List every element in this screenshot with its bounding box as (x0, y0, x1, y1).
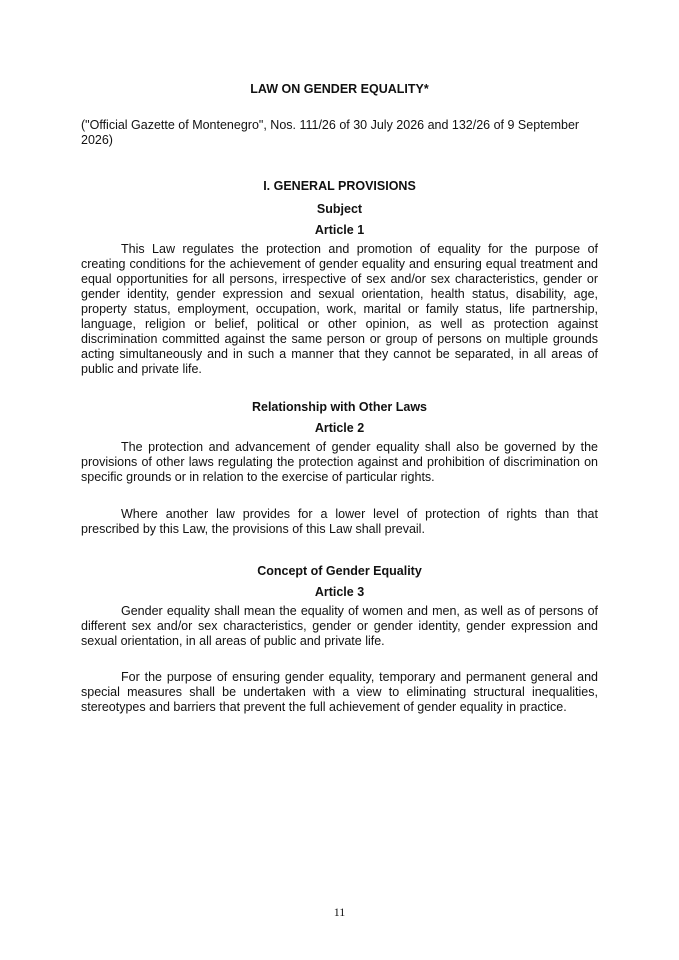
section-heading-relationship: Relationship with Other Laws (251, 400, 428, 414)
gazette-reference: ("Official Gazette of Montenegro", Nos. 111/26 of 30 July 2026 and 132/26 of 9 September 2026) (81, 118, 580, 147)
article-2-paragraph-1: The protection and advancement of gender equality shall also be governed by the provisions of other laws regulating the protection against and prohibition of discrimination on specific grounds or in relation to the exercise of particular rights. (81, 440, 598, 484)
article-2-paragraph-2: Where another law provides for a lower level of protection of rights than that prescribed by this Law, the provisions of this Law shall prevail. (81, 507, 598, 536)
article-number-3: Article 3 (314, 585, 365, 599)
chapter-heading: I. GENERAL PROVISIONS (263, 179, 416, 193)
page-number: 11 (333, 905, 346, 919)
article-1-paragraph-1: This Law regulates the protection and promotion of equality for the purpose of creating conditions for the achievement of gender equality and ensuring equal treatment and equal opportunities for all persons, irrespective of sex and/or sex characteristics, gender or gender identity, gender expression and sexual orientation, health status, disability, age, property status, employment, occupation, work, marital or family status, life partnership, language, religion or belief, political or other opinion, as well as protection against discrimination committed against the same person or group of persons on multiple grounds acting simultaneously and in such a manner that they cannot be separated, in all areas of public and private life. (81, 242, 598, 376)
law-title: LAW ON GENDER EQUALITY* (250, 82, 429, 96)
section-heading-subject: Subject (316, 202, 363, 216)
article-number-1: Article 1 (314, 223, 365, 237)
article-3-paragraph-2: For the purpose of ensuring gender equality, temporary and permanent general and special measures shall be undertaken with a view to eliminating structural inequalities, stereotypes and barriers that prevent the full achievement of gender equality in practice. (81, 670, 598, 714)
article-number-2: Article 2 (314, 421, 365, 435)
article-3-paragraph-1: Gender equality shall mean the equality of women and men, as well as of persons of different sex and/or sex characteristics, gender or gender identity, gender expression and sexual orientation, in all areas of public and private life. (81, 604, 598, 648)
section-heading-concept: Concept of Gender Equality (257, 564, 422, 578)
